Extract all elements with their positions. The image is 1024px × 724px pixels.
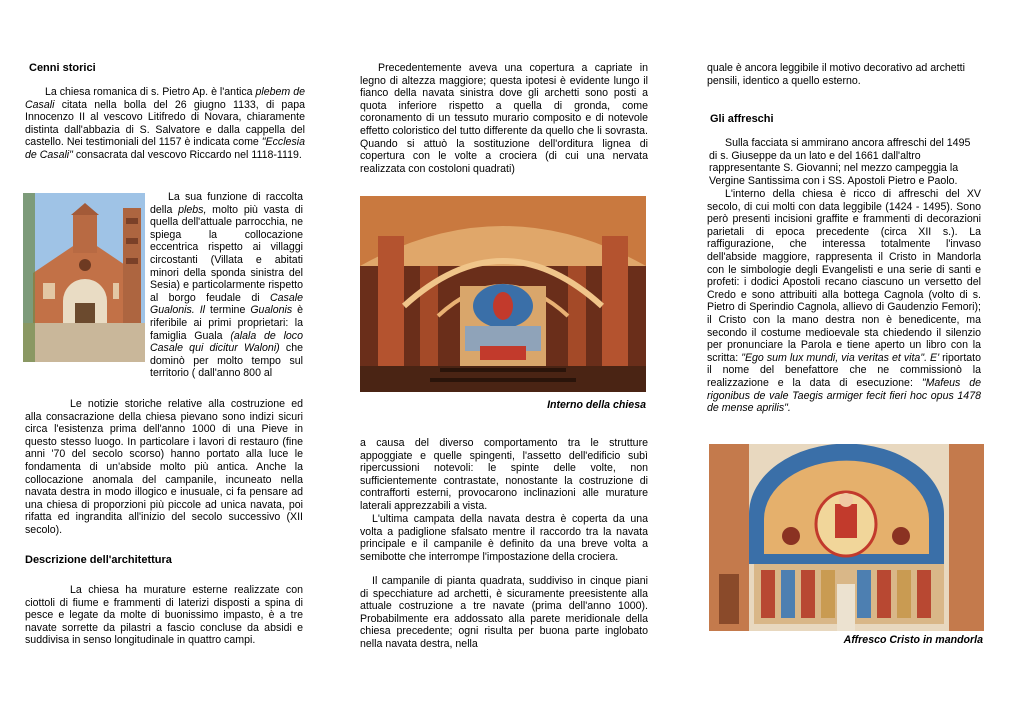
text-run: La sua funzione di raccolta della — [150, 191, 303, 216]
text-run: La chiesa romanica di s. Pietro Ap. è l'antica — [45, 86, 256, 98]
text-run: riportato il nome del benefattore che ne commissionò la realizzazione e la data di esecuzione: — [707, 351, 981, 389]
text-run: che dominò per molto tempo sul territorio ( dall'anno 800 al — [150, 342, 304, 380]
caption-interno: Interno della chiesa — [547, 399, 646, 411]
text-run: termine — [205, 304, 251, 317]
text-run: Casale Gualonis. Il — [150, 291, 303, 317]
caption-affresco: Affresco Cristo in mandorla — [843, 634, 983, 646]
paragraph-cenni-1 — [25, 86, 305, 162]
church-facade-photo — [23, 193, 145, 362]
text-run: molto più vasta di quella dell'attuale parrocchia, ne spiega la collocazione eccentrica rispetto ai villaggi circostanti (Villata e abitati minori della sponda sinistra del Sesia) e particolarmente rispetto al borgo feudale di — [150, 203, 304, 304]
heading-descrizione-architettura: Descrizione dell'architettura — [25, 554, 172, 566]
text-run: (alala de loco Casale qui dicitur Waloni) — [150, 329, 303, 355]
text-run: plebs, — [178, 203, 207, 216]
paragraph-archetti: quale è ancora leggibile il motivo decorativo ad archetti pensili, identico a quello esterno. — [707, 62, 965, 87]
text-run: Gualonis — [250, 304, 293, 317]
paragraph-interno — [707, 188, 981, 415]
text-run: "Ego sum lux mundi, via veritas et vita". E' — [741, 351, 940, 364]
text-run: "Ecclesia de Casali" — [25, 136, 305, 161]
text-run: è riferibile ai primi proprietari: la famiglia Guala — [150, 304, 303, 342]
heading-affreschi: Gli affreschi — [710, 113, 774, 125]
paragraph-architettura: La chiesa ha murature esterne realizzate con ciottoli di fiume e frammenti di laterizi disposti a spina di pesce e legate da molte di buonissimo impasto, è a tre navate sorrette da pilastri a fascio concluse da absidi e suddivisa in senso longitudinale in quattro campi. — [25, 584, 303, 647]
text-run: L'interno della chiesa è ricco di affreschi del XV secolo, di cui molti con data leggibile (1424 - 1495). Sono però presenti incisioni graffite e frammenti di decorazioni parietali di epoca precedente (circa XII s.). La raffigurazione, che interessa totalmente l'invaso dell'abside maggiore, rappresenta il Cristo in Mandorla con le simbologie degli Evangelisti e una serie di santi e profeti: i dodici Apostoli recano ciascuno un versetto del Credo e sono attribuiti alla bottega Cagnola (volto di s. Pietro di Sperindio Cagnola, allievo di Gaudenzio Femori); il Cristo con la mano destra non è benedicente, ma secondo il costume medioevale sta chiedendo il silenzio per pronunciare la Parola e tiene aperto un libro con la scritta: — [707, 188, 981, 364]
text-run: "Mafeus de rigonibus de vale Taegis armiger fecit fieri hoc opus 1478 de mense aprilis". — [707, 376, 982, 415]
paragraph-copertura: Precedentemente aveva una copertura a capriate in legno di altezza maggiore; questa ipotesi è evidente lungo il fianco della navata sinistra dove gli archetti sono posti a quota inferiore rispetto a quella di gronda, come coronamento di un tessuto murario composito e di notevole effetto coloristico del tutto differente da quello che li sovrasta. Quando si attuò la sostituzione dell'orditura lignea di copertura con le volte a crociera (di cui una nervata realizzata con costoloni quadrati) — [360, 62, 648, 175]
paragraph-strutture: a causa del diverso comportamento tra le strutture appoggiate e quelle spingenti, l'assetto dell'edificio subì ripercussioni notevoli: le spinte delle volte, non sufficientemente contrastate, nonostante la costruzione di contrafforti esterni, provocarono inclinazioni alle murature laterali apprezzabili a vista. — [360, 437, 648, 512]
text-run: citata nella bolla del 26 giugno 1133, di papa Innocenzo II al vescovo Litifredo di Novara, chiaramente distinta dall'abbazia di S. Salvatore e dalla cappella del castello. Nei testimoniali del 1157 è indicata come — [25, 98, 305, 149]
church-interior-photo — [360, 196, 646, 392]
fresco-photo — [709, 444, 984, 631]
paragraph-campata: L'ultima campata della navata destra è coperta da una volta a padiglione sfalsato mentre il raccordo tra la navata principale e il campanile è definito da una breve volta a semibotte che interrompe l'impostazione della crociera. — [360, 513, 648, 563]
text-run: consacrata dal vescovo Riccardo nel 1118-1119. — [72, 148, 302, 161]
heading-cenni-storici: Cenni storici — [29, 62, 96, 74]
text-run: plebem de Casali — [25, 86, 305, 111]
paragraph-campanile: Il campanile di pianta quadrata, suddiviso in cinque piani di specchiature ad archetti, è sicuramente preesistente alla attuale costruzione a tre navate (prima dell'anno 1000). Probabilmente era addossato alla parete meridionale della chiesa precedente; ogni risulta per buona parte inglobato nella navata destra, nella — [360, 575, 648, 650]
paragraph-cenni-3: Le notizie storiche relative alla costruzione ed alla consacrazione della chiesa pievano sono indizi sicuri circa l'esistenza prima dell'anno 1000 di una Pieve in questo stesso luogo. In particolare i lavori di restauro (fine anni '70 del secolo scorso) hanno portato alla luce le fondamenta di un'abside molto più antica. Anche la collocazione anomala del campanile, incuneato nella navata destra in modo illogico e inusuale, ci fa pensare ad una chiesa di proporzioni più piccole ad unica navata, poi rifatta ed ingrandita all'inizio del secolo successivo (XII secolo). — [25, 398, 303, 536]
paragraph-cenni-2 — [150, 191, 303, 380]
paragraph-facciata: Sulla facciata si ammirano ancora affreschi del 1495 di s. Giuseppe da un lato e del 1661 dall'altro rappresentante S. Giovanni; nel mezzo campeggia la Vergine Santissima con i SS. Apostoli Pietro e Paolo. — [709, 137, 971, 187]
